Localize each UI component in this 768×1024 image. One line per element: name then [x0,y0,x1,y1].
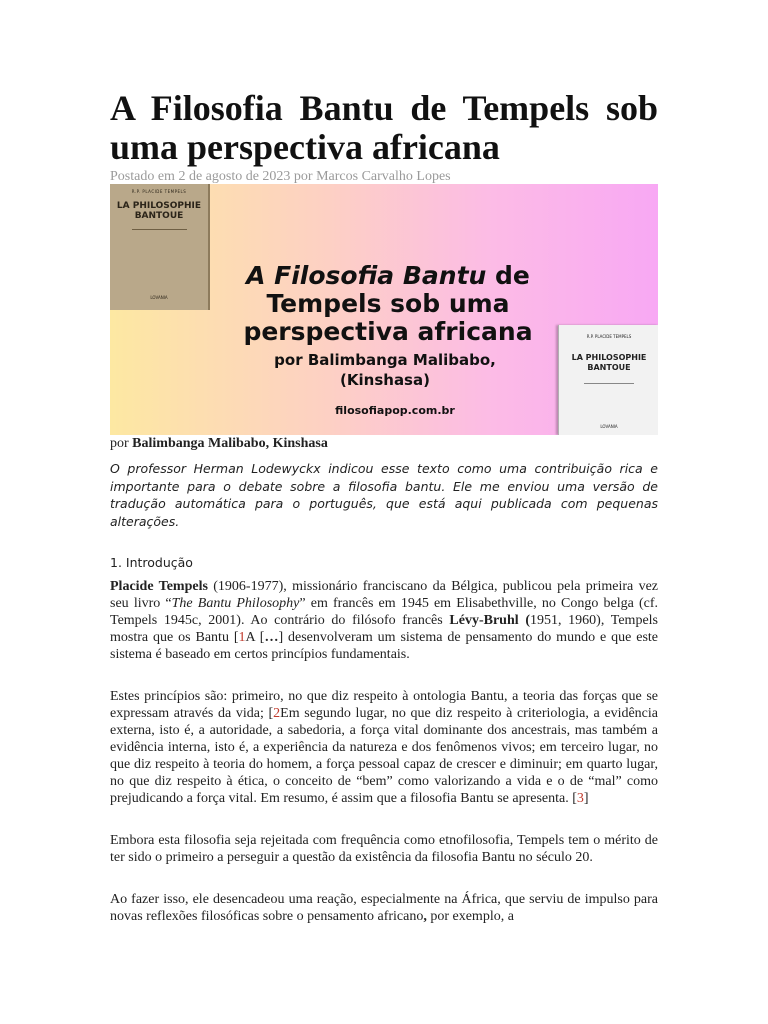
ellipsis: … [264,630,279,645]
p1-text-2: ” em francês em 1945 em Elisabethville, no Congo belga (cf. Tempels 1945c, 2001). Ao contrário do filósofo francês [110,596,658,628]
book-cover-right [558,325,658,435]
footnote-link-2[interactable]: 2 [273,706,281,721]
paragraph-1 [110,578,658,663]
book-cover-left [110,184,210,310]
book-cover-left-publisher: LOVANIA [150,295,168,300]
banner-headline-de: de [486,261,530,290]
banner-byline-author: por Balimbanga Malibabo, [274,351,496,369]
book-cover-right-publisher: LOVANIA [600,424,618,429]
editor-note: O professor Herman Lodewyckx indicou esse texto como uma contribuição rica e importante para o debate sobre a filosofia bantu. Ele me enviou uma versão de tradução automática para o português, que está aqui publicada com pequenas alterações. [110,461,658,529]
p1-text-3: 1951, 1960), Tempels mostra que os Bantu [ [110,613,658,645]
banner-byline-city: (Kinshasa) [340,371,430,389]
banner-byline [210,350,560,390]
paragraph-2 [110,688,658,807]
p2-text-2: Em segundo lugar, no que diz respeito à criteriologia, a evidência externa, isto é, a autoridade, a sabedoria, a força vital dominante dos ancestrais, mas também a evidência interna, isto é, a experiência da natureza e dos fenômenos vivos; em terceiro lugar, no que diz respeito à teoria do homem, a força pessoal capaz de crescer e diminuir; em quarto lugar, no que diz respeito à ética, o conceito de “bem” como valorizando a vida e o de “mal” como prejudicando a força vital. Em resumo, é assim que a filosofia Bantu se apresenta. [ [110,706,658,806]
person-name-tempels: Placide Tempels [110,579,208,594]
p2-text-3: ] [583,791,589,806]
p4-text-2: por exemplo, a [426,909,514,924]
book-cover-right-author: R.P. PLACIDE TEMPELS [586,334,632,339]
book-cover-left-author: R.P. PLACIDE TEMPELS [131,189,187,194]
book-cover-left-rule [132,229,187,230]
byline-author: Balimbanga Malibabo, Kinshasa [132,436,328,451]
p4-text-1: Ao fazer isso, ele desencadeou uma reação, especialmente na África, que serviu de impulso para novas reflexões filosóficas sobre o pensamento africano [110,892,658,924]
paragraph-4 [110,891,658,925]
banner-headline [218,262,558,346]
p2-text-1: Estes princípios são: primeiro, no que diz respeito à ontologia Bantu, a teoria das forças que se expressam através da vida; [ [110,689,658,721]
post-meta: Postado em 2 de agosto de 2023 por Marcos Carvalho Lopes [110,169,451,184]
article-title: A Filosofia Bantu de Tempels sob uma perspectiva africana [110,88,658,167]
banner-headline-line3: perspectiva africana [243,317,533,346]
banner-site: filosofiapop.com.br [335,404,455,417]
banner-headline-line2: Tempels sob uma [266,289,510,318]
author-byline [110,435,658,452]
book-cover-right-title: LA PHILOSOPHIE BANTOUE [571,353,647,372]
p4-comma: , [423,909,427,924]
person-name-levy-bruhl: Lévy-Bruhl ( [449,613,530,628]
book-title: The Bantu Philosophy [171,596,300,611]
footnote-link-1[interactable]: 1 [238,630,246,645]
p1-text-5: ] desenvolveram um sistema de pensamento do mundo e que este sistema é baseado em certos princípios fundamentais. [110,630,658,662]
banner-headline-line1 [218,262,558,290]
p1-text-1: (1906-1977), missionário franciscano da Bélgica, publicou pela primeira vez seu livro “ [110,579,658,611]
book-cover-left-title: LA PHILOSOPHIE BANTOUE [116,201,202,221]
footnote-link-3[interactable]: 3 [576,791,584,806]
p1-text-4: A [ [245,630,265,645]
byline-prefix: por [110,436,133,451]
paragraph-3: Embora esta filosofia seja rejeitada com frequência como etnofilosofia, Tempels tem o mérito de ter sido o primeiro a perseguir a questão da existência da filosofia Bantu no século 20. [110,833,658,865]
section-heading: 1. Introdução [110,555,193,570]
book-cover-right-rule [584,383,634,384]
article-banner-image [110,184,658,435]
banner-headline-italic: A Filosofia Bantu [246,261,487,290]
